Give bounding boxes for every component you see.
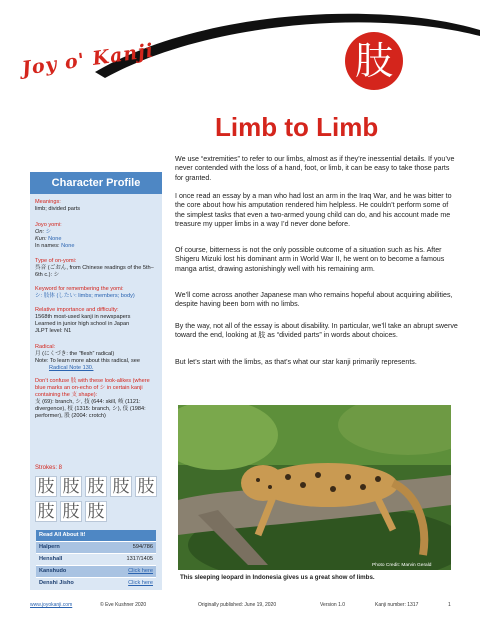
stroke-step-1: 肢 bbox=[35, 476, 57, 497]
ref-name: Henshall bbox=[39, 556, 63, 562]
joyo-yomi-label: Joyo yomi: bbox=[35, 222, 62, 228]
importance-block bbox=[35, 307, 159, 335]
kanji-badge: 肢 bbox=[345, 32, 403, 90]
confuse-label: Don’t confuse 肢 with these look-alikes (where blue marks an on-echo of シ in certain kanji containing the 支 shape): bbox=[35, 378, 150, 398]
strokes-label: Strokes: 8 bbox=[35, 465, 63, 471]
confuse-block bbox=[35, 378, 159, 420]
names-value: None bbox=[61, 243, 75, 249]
keyword-label: Keyword for remembering the yomi: bbox=[35, 286, 124, 292]
importance-line-1: 1568th most-used kanji in newspapers bbox=[35, 314, 131, 320]
ref-name: Kanshudo bbox=[39, 568, 67, 574]
page-title: Limb to Limb bbox=[215, 112, 379, 142]
kanshudo-link[interactable]: Click here bbox=[128, 568, 153, 574]
importance-line-3: JLPT level: N1 bbox=[35, 328, 72, 334]
photo-credit: Photo Credit: Marvin Gerald bbox=[372, 563, 432, 568]
footer-site-link[interactable]: www.joyokanji.com bbox=[30, 602, 73, 608]
read-all-row bbox=[36, 541, 156, 553]
ref-value: 594/786 bbox=[132, 544, 153, 550]
ref-name: Halpern bbox=[39, 544, 60, 550]
stroke-step-7: 肢 bbox=[60, 501, 82, 522]
importance-line-2: Learned in junior high school in Japan bbox=[35, 321, 130, 327]
stroke-step-5: 肢 bbox=[135, 476, 157, 497]
footer-version: Version 1.0 bbox=[320, 602, 346, 608]
kun-label: Kun: bbox=[35, 236, 47, 242]
importance-label: Relative importance and difficulty: bbox=[35, 307, 119, 313]
ref-value: 1317/1405 bbox=[126, 556, 153, 562]
confuse-value: 支 (69): branch, シ, 技 (644: skill, 岐 (1121: divergence), 枝 (1315: branch, シ), 伎 (1984: performer), 股 (2004: crotch) bbox=[35, 399, 146, 419]
paragraph-1: We use “extremities” to refer to our limbs, almost as if they’re inessential details. If you’ve never contended with the loss of a hand, foot, or limb, it can be easy to take those parts for granted. bbox=[175, 155, 455, 182]
type-value: 呉音 (ごおん, from Chinese readings of the 5th–6th c.): シ bbox=[35, 265, 154, 278]
on-label: On: bbox=[35, 229, 45, 235]
paragraph-4: We’ll come across another Japanese man who remains hopeful about acquiring abilities, despite having been born with no limbs. bbox=[175, 291, 453, 309]
names-label: In names: bbox=[35, 243, 60, 249]
paragraph-3: Of course, bitterness is not the only possible outcome of a situation such as his. After Shigeru Mizuki lost his dominant arm in World War II, he went on to become a famous manga artist, drawing astonishingly well with his remaining arm. bbox=[175, 246, 445, 273]
denshi-jisho-link[interactable]: Click here bbox=[128, 580, 153, 586]
paragraph-5: By the way, not all of the essay is about disability. In particular, we’ll take an abrupt swerve toward the end, looking at 肢 as “divided parts” in words about choices. bbox=[175, 322, 458, 340]
read-all-row bbox=[36, 577, 156, 589]
read-all-row bbox=[36, 565, 156, 577]
footer-page-number: 1 bbox=[448, 602, 451, 608]
paragraph-2: I once read an essay by a man who had lost an arm in the Iraq War, and he was bitter to the core about how his amputation rendered him helpless. He couldn’t perform some of the simplest tasks that even a two-armed young child can do, and his account made me treasure my upper limbs in a way I’d never done before. bbox=[175, 192, 452, 228]
keyword-value: シ: 肢体 (したい: limbs; members; body) bbox=[35, 293, 135, 299]
stroke-step-2: 肢 bbox=[60, 476, 82, 497]
meanings-block bbox=[35, 199, 159, 213]
radical-value: 月 (にくづき: the “flesh” radical) bbox=[35, 351, 115, 357]
footer-copyright: © Eve Kushner 2020 bbox=[100, 602, 147, 608]
photo-caption: This sleeping leopard in Indonesia gives us a great show of limbs. bbox=[180, 574, 375, 581]
profile-heading: Character Profile bbox=[30, 172, 162, 194]
footer-published: Originally published: June 19, 2020 bbox=[198, 602, 277, 608]
radical-note-link[interactable]: Radical Note 130. bbox=[49, 365, 94, 371]
stroke-step-3: 肢 bbox=[85, 476, 107, 497]
radical-block bbox=[35, 344, 159, 372]
meanings-label: Meanings: bbox=[35, 199, 61, 205]
read-all-row bbox=[36, 553, 156, 565]
meanings-value: limb; divided parts bbox=[35, 206, 81, 212]
footer-kanji-number: Kanji number: 1317 bbox=[375, 602, 419, 608]
type-block bbox=[35, 258, 159, 279]
stroke-step-6: 肢 bbox=[35, 501, 57, 522]
read-all-table bbox=[36, 530, 156, 589]
radical-label: Radical: bbox=[35, 344, 56, 350]
type-label: Type of on-yomi: bbox=[35, 258, 77, 264]
logo: Joy o' Kanji bbox=[20, 39, 156, 80]
radical-note: Note: To learn more about this radical, see bbox=[35, 358, 140, 364]
leopard-photo bbox=[178, 405, 451, 570]
read-all-heading: Read All About It! bbox=[36, 530, 156, 541]
on-value: シ bbox=[45, 229, 52, 235]
keyword-block bbox=[35, 286, 159, 300]
joyo-yomi-block bbox=[35, 222, 159, 250]
stroke-step-4: 肢 bbox=[110, 476, 132, 497]
stroke-step-8: 肢 bbox=[85, 501, 107, 522]
paragraph-6: But let’s start with the limbs, as that’s what our star kanji primarily represents. bbox=[175, 358, 417, 366]
kun-value: None bbox=[48, 236, 62, 242]
ref-name: Denshi Jisho bbox=[39, 580, 74, 586]
